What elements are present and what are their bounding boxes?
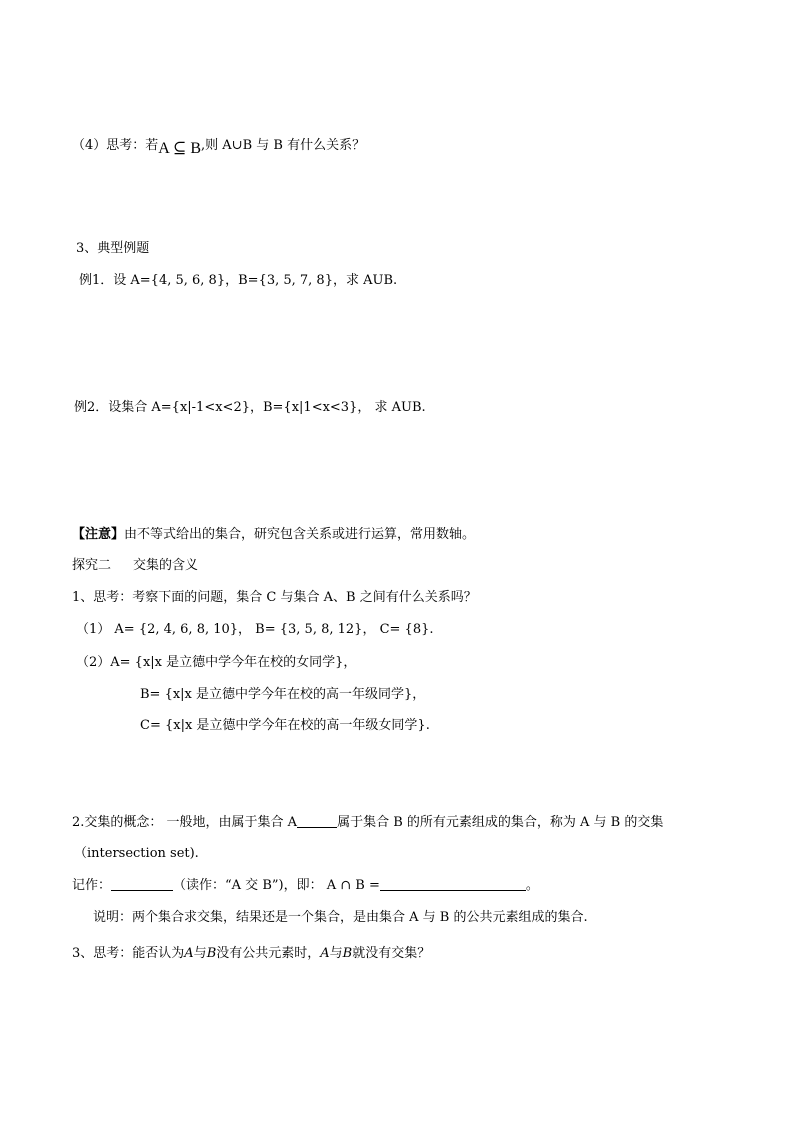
think-3-mid-2: 没有公共元素时，: [216, 946, 321, 961]
explore-2-subtitle: 交集的含义: [133, 558, 199, 573]
concept-blank-1[interactable]: [297, 814, 337, 828]
think-3-suffix: 就没有交集？: [352, 946, 431, 961]
notation-prefix: 记作：: [72, 878, 112, 893]
think-3-mid-3: 与: [329, 946, 343, 961]
think-1-item-2b: B= {x|x 是立德中学今年在校的高一年级同学}，: [140, 687, 426, 702]
intersection-blank[interactable]: [380, 877, 526, 891]
note: [72, 527, 475, 543]
concept-prefix: 2.交集的概念： 一般地，由属于集合 A: [72, 815, 298, 830]
set-a-italic-2: A: [320, 946, 330, 961]
concept-suffix: 属于集合 B 的所有元素组成的集合，称为 A 与 B 的交集: [337, 815, 664, 830]
think-1-item-2c: C= {x|x 是立德中学今年在校的高一年级女同学}.: [140, 718, 430, 733]
question-4: [72, 138, 365, 157]
set-b-italic-2: B: [342, 946, 353, 961]
think-3-prefix: 3、思考：能否认为: [72, 946, 185, 961]
intersection-concept: [72, 814, 663, 831]
question-4-suffix: ,则 A∪B 与 B 有什么关系？: [201, 138, 366, 153]
example-1: 例1．设 A={4, 5, 6, 8}，B={3, 5, 7, 8}，求 AUB.: [79, 273, 398, 288]
think-1-question: 1、思考：考察下面的问题，集合 C 与集合 A、B 之间有什么关系吗？: [72, 590, 477, 605]
notation-mid: （读作：“A 交 B”)，即： A ∩ B =: [173, 878, 380, 893]
explore-2-heading: [72, 558, 198, 574]
question-4-prefix: （4）思考：若: [72, 138, 159, 153]
think-3: [72, 946, 430, 962]
think-1-item-1: （1） A= {2, 4, 6, 8, 10}， B= {3, 5, 8, 12}， C= {8}.: [76, 622, 434, 637]
intersection-explanation: 说明：两个集合求交集，结果还是一个集合，是由集合 A 与 B 的公共元素组成的集合.: [93, 910, 588, 925]
notation-line: [72, 877, 539, 894]
note-text: 由不等式给出的集合，研究包含关系或进行运算，常用数轴。: [124, 527, 476, 542]
explore-2-title: 探究二: [72, 558, 112, 573]
subset-expression: A ⊆ B: [158, 140, 202, 157]
example-2: 例2．设集合 A={x|-1<x<2}，B={x|1<x<3}， 求 AUB.: [74, 400, 426, 415]
think-1-item-2a: （2）A= {x|x 是立德中学今年在校的女同学}，: [76, 655, 357, 670]
notation-blank[interactable]: [111, 877, 173, 891]
set-b-italic: B: [206, 946, 217, 961]
think-3-mid-1: 与: [193, 946, 207, 961]
note-label: 【注意】: [72, 527, 125, 542]
notation-end: 。: [525, 878, 539, 893]
intersection-concept-line-2: （intersection set).: [74, 846, 199, 861]
set-a-italic: A: [184, 946, 194, 961]
section-3-title: 3、典型例题: [76, 241, 150, 256]
